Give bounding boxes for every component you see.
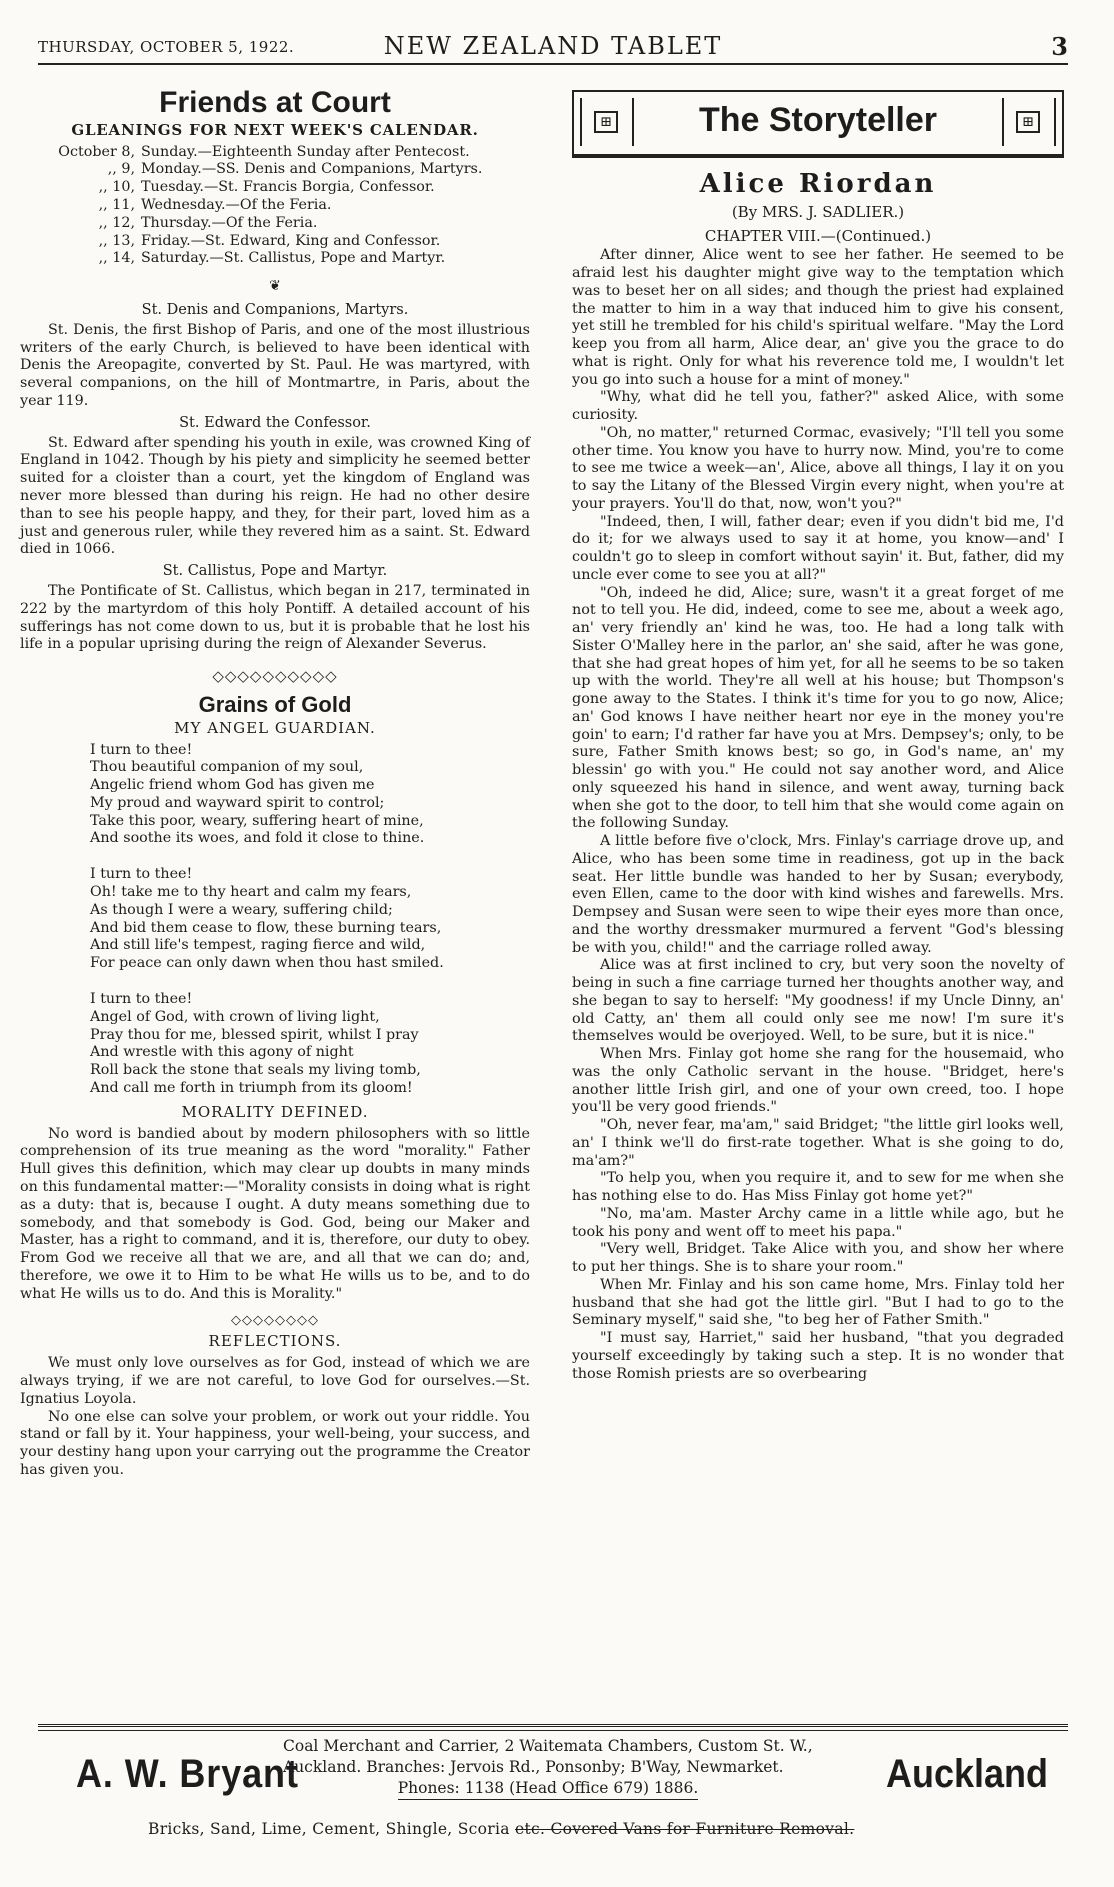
morality-title: MORALITY DEFINED. [181, 1102, 369, 1121]
story-paragraph: "Oh, no matter," returned Cormac, evasively; "I'll tell you some other time. You know you have to hurry now. Mind, you're to come to see me twice a week—an', Alice, above all things, I lay it on you to say the Litany of the Blessed Virgin every night, when you're at your prayers. You'll do that, now, won't you?" [572, 424, 1064, 512]
story-paragraph: "Indeed, then, I will, father dear; even if you didn't bid me, I'd do it; for we always used to say it at home, you know—and' I couldn't go to sleep in comfort without sayin' it. But, father, did my uncle ever come to see you at all?" [572, 513, 1064, 583]
page-number: 3 [1051, 32, 1068, 61]
story-paragraph: "Why, what did he tell you, father?" asked Alice, with some curiosity. [572, 389, 1064, 423]
poem-line: Roll back the stone that seals my living tomb, [90, 1062, 421, 1079]
section-body-denis: St. Denis, the first Bishop of Paris, and one of the most illustrious writers of the early Church, is believed to have been identical with Denis the Areopagite, converted by St. Paul. He was martyred, with several companions, on the hill of Montmartre, in Paris, about the year 119. [20, 321, 530, 409]
calendar-row [20, 215, 530, 233]
reflections-title: REFLECTIONS. [208, 1332, 342, 1351]
story-paragraph: After dinner, Alice went to see her father. He seemed to be afraid lest his daughter might give way to the temptation which was to beset her on all sides; and though the priest had explained the matter to him in a way that induced him to give his consent, yet still he trembled for his child's spiritual welfare. "May the Lord keep you from all harm, Alice dear, an' give you the grace to do what is right. Only for what his reverence told me, I wouldn't let you go into such a house for a mint of money." [572, 247, 1064, 388]
calendar-date: ,, 12, [98, 214, 135, 231]
fleuron-icon: ❦ [269, 278, 281, 295]
storyteller-banner [572, 90, 1064, 158]
story-title: Alice Riordan [699, 169, 937, 199]
story-paragraph: "No, ma'am. Master Archy came in a little while ago, but he took his pony and went off to meet his papa." [572, 1205, 1064, 1240]
calendar-row [20, 179, 530, 197]
advert-products [148, 1820, 854, 1838]
poem-stanza [90, 742, 530, 849]
section-title-denis: St. Denis and Companions, Martyrs. [141, 301, 409, 318]
story-paragraph: "I must say, Harriet," said her husband, "that you degraded yourself exceedingly by taking such a step. It is no wonder that those Romish priests are so overbearing [572, 1330, 1064, 1382]
calendar-date: ,, 10, [98, 179, 135, 196]
calendar-row [20, 144, 530, 162]
section-title-edward: St. Edward the Confessor. [179, 414, 371, 431]
grains-of-gold-heading: Grains of Gold [198, 691, 352, 717]
friends-at-court-heading: Friends at Court [159, 86, 391, 119]
calendar-text: Sunday.—Eighteenth Sunday after Pentecost. [141, 143, 470, 160]
calendar-date: October 8, [58, 143, 135, 160]
advertiser-name: A. W. Bryant [76, 1752, 299, 1796]
poem-line: I turn to thee! [90, 741, 193, 758]
poem-line: Pray thou for me, blessed spirit, whilst I pray [90, 1026, 419, 1043]
story-paragraph: "To help you, when you require it, and to sew for me when she has nothing else to do. Has Miss Finlay got home yet?" [572, 1170, 1064, 1204]
calendar-text: Monday.—SS. Denis and Companions, Martyrs. [141, 161, 483, 178]
calendar-list [20, 144, 530, 269]
advert-phones-row [283, 1778, 813, 1800]
section-body-callistus: The Pontificate of St. Callistus, which began in 217, terminated in 222 by the martyrdom of this holy Pontiff. A detailed account of his sufferings has not come down to us, but it is probable that he lost his life in a popular uprising during the reign of Alexander Severus. [20, 582, 530, 653]
calendar-row [20, 233, 530, 251]
poem-line: I turn to thee! [90, 991, 193, 1008]
poem-title: MY ANGEL GUARDIAN. [174, 718, 376, 737]
reflection-paragraph: We must only love ourselves as for God, instead of which we are always trying, if we are not careful, to love God for ourselves.—St. Ignatius Loyola. [20, 1355, 530, 1407]
story-paragraph: "Oh, never fear, ma'am," said Bridget; "the little girl looks well, an' I think we'll do first-rate together. What is she going to do, ma'am?" [572, 1117, 1064, 1169]
poem-line: I turn to thee! [90, 866, 193, 883]
advert-line: Auckland. Branches: Jervois Rd., Ponsonby; B'Way, Newmarket. [283, 1758, 784, 1776]
poem-line: And call me forth in triumph from its gloom! [90, 1080, 413, 1097]
ornament-square-icon: ⊞ [594, 111, 618, 133]
ornament-divider: ◇◇◇◇◇◇◇◇◇◇ [212, 667, 338, 686]
poem-line: And still life's tempest, raging fierce and wild, [90, 937, 426, 954]
poem-line: Angelic friend whom God has given me [90, 777, 375, 794]
poem-line: And soothe its woes, and fold it close to thine. [90, 830, 425, 847]
poem-stanza [90, 866, 530, 973]
poem-line: Oh! take me to thy heart and calm my fears, [90, 884, 412, 901]
calendar-date: ,, 11, [98, 196, 135, 213]
poem-line: Take this poor, weary, suffering heart of mine, [90, 812, 424, 829]
story-byline: (By MRS. J. SADLIER.) [731, 202, 905, 221]
poem-line: For peace can only dawn when thou hast smiled. [90, 955, 444, 972]
calendar-row [20, 161, 530, 179]
poem-line: And wrestle with this agony of night [90, 1044, 354, 1061]
story-paragraph: "Very well, Bridget. Take Alice with you, and show her where to put her things. She is to share your room." [572, 1241, 1064, 1275]
header-rule [38, 63, 1068, 65]
advert-phones: Phones: 1138 (Head Office 679) 1886. [398, 1778, 699, 1800]
calendar-date: ,, 13, [98, 232, 135, 249]
calendar-text: Tuesday.—St. Francis Borgia, Confessor. [141, 179, 435, 196]
storyteller-title: The Storyteller [698, 101, 938, 139]
advert-line: Coal Merchant and Carrier, 2 Waitemata Chambers, Custom St. W., [283, 1737, 813, 1755]
advert-details [283, 1736, 813, 1800]
left-column [20, 86, 530, 1480]
advert-products-text: Bricks, Sand, Lime, Cement, Shingle, Scoria [148, 1820, 510, 1838]
calendar-date: ,, 14, [98, 250, 135, 267]
calendar-date: ,, 9, [107, 161, 135, 178]
issue-date: THURSDAY, OCTOBER 5, 1922. [38, 38, 295, 56]
calendar-text: Saturday.—St. Callistus, Pope and Martyr. [141, 250, 446, 267]
calendar-row [20, 197, 530, 215]
calendar-row [20, 250, 530, 268]
bryant-advert [38, 1736, 1068, 1856]
poem-line: Angel of God, with crown of living light, [90, 1008, 380, 1025]
poem-line: My proud and wayward spirit to control; [90, 794, 385, 811]
poem-line: And bid them cease to flow, these burning tears, [90, 919, 442, 936]
gleanings-subheading: GLEANINGS FOR NEXT WEEK'S CALENDAR. [71, 120, 479, 139]
story-paragraph: "Oh, indeed he did, Alice; sure, wasn't it a great forget of me not to tell you. He did, indeed, come to see me, about a week ago, an' very friendly an' kind he was, too. He had a long talk with Sister O'Malley here in the parlor, an' she said, after he was gone, that she had great hopes of him yet, for all he seems to be so taken up with the world. They're all well at his house; but Thompson's gone away to the States. I think it's time for you to go now, Alice; an' God knows I have neither heart nor eye in the money you're goin' to earn; I'd rather far have you at Mrs. Dempsey's; only, to be sure, Father Smith knows best; so go, in God's name, an' my blessin' go with you." He could not say another word, and Alice only squeezed his hand in silence, and went away, turning back when she got to the door, to tell him that she would come again on the following Sunday. [572, 584, 1064, 832]
story-paragraph: Alice was at first inclined to cry, but very soon the novelty of being in such a fine carriage turned her thoughts another way, and she began to say to herself: "My goodness! if my Uncle Dinny, an' old Catty, an' them all could only see me now! I'm sure it's themselves would be overjoyed. Well, to be sure, but it is nice." [572, 957, 1064, 1045]
morality-body: No word is bandied about by modern philosophers with so little comprehension of its true meaning as the word "morality." Father Hull gives this definition, which may clear up doubts in many minds on this fundamental matter:—"Morality consists in doing what is right as a duty: that is, because I ought. A duty means something due to somebody, and that somebody is God. God, being our Maker and Master, has a right to command, and it is, therefore, our duty to obey. From God we receive all that we are, and all that we can do; and, therefore, we owe it to Him to be what He wills us to be, and to do what He wills us to do. And this is Morality." [20, 1125, 530, 1302]
poem [90, 742, 530, 1098]
calendar-text: Thursday.—Of the Feria. [141, 214, 318, 231]
advert-products-struck: etc. Covered Vans for Furniture Removal. [515, 1820, 855, 1838]
calendar-text: Wednesday.—Of the Feria. [141, 196, 332, 213]
section-title-callistus: St. Callistus, Pope and Martyr. [162, 563, 388, 580]
story-paragraph: When Mrs. Finlay got home she rang for the housemaid, who was the only Catholic servant in the house. "Bridget, here's another little Irish girl, and one of your own creed, too. I hope you'll be very good friends." [572, 1046, 1064, 1116]
right-column [572, 90, 1064, 1383]
banner-ornament-right [1002, 98, 1056, 146]
masthead-title: NEW ZEALAND TABLET [383, 32, 723, 60]
advertiser-city: Auckland [885, 1752, 1048, 1796]
poem-line: As though I were a weary, suffering child; [90, 901, 393, 918]
chapter-heading: CHAPTER VIII.—(Continued.) [704, 226, 932, 245]
story-paragraph: When Mr. Finlay and his son came home, Mrs. Finlay told her husband that she had got the little girl. "But I had to go to the Seminary myself," said she, "to beg her of Father Smith." [572, 1276, 1064, 1329]
banner-ornament-left [580, 98, 634, 146]
reflection-paragraph: No one else can solve your problem, or work out your riddle. You stand or fall by it. Your happiness, your well-being, your success, and your destiny hang upon your carrying out the programme the Creator has given you. [20, 1408, 530, 1478]
story-paragraph: A little before five o'clock, Mrs. Finlay's carriage drove up, and Alice, who has been some time in readiness, got up in the back seat. Her little bundle was handed to her by Susan; everybody, even Ellen, came to the door with kind wishes and farewells. Mrs. Dempsey and Susan were seen to wipe their eyes more than once, and the worthy dressmaker murmured a fervent "God's blessing be with you, child!" and the carriage rolled away. [572, 833, 1064, 956]
calendar-text: Friday.—St. Edward, King and Confessor. [141, 232, 441, 249]
section-body-edward: St. Edward after spending his youth in exile, was crowned King of England in 1042. Though by his piety and simplicity he seemed better suited for a cloister than a court, yet the kingdom of England was never more blessed than during his reign. He had no other desire than to see his people happy, and they, for their part, loved him as a just and generous ruler, while they revered him as a saint. St. Edward died in 1066. [20, 434, 530, 558]
ornament-square-icon: ⊞ [1016, 111, 1040, 133]
page-header [38, 30, 1068, 64]
advert-rule [38, 1724, 1068, 1731]
poem-line: Thou beautiful companion of my soul, [90, 759, 364, 776]
poem-stanza [90, 991, 530, 1098]
dinkus-divider: ◇◇◇◇◇◇◇◇ [231, 1312, 319, 1328]
